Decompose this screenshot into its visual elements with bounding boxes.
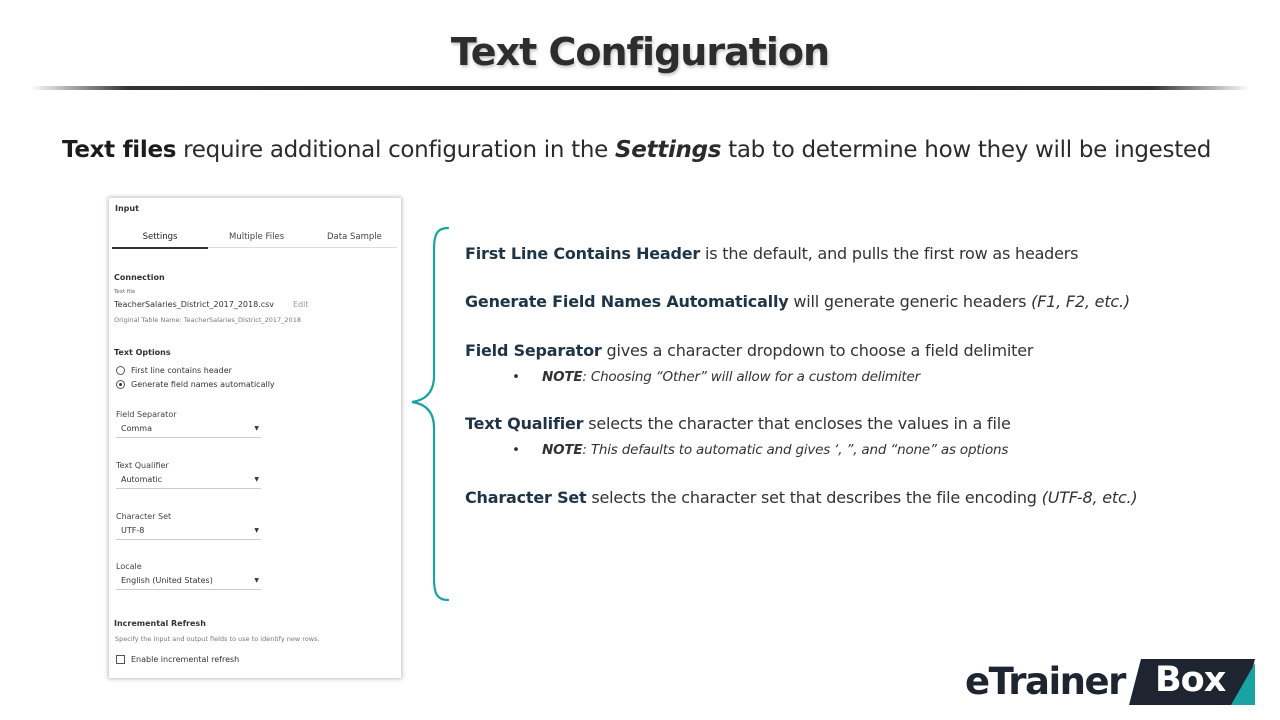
field-separator-value: Comma <box>121 424 152 433</box>
explain-header-term: First Line Contains Header <box>465 244 701 263</box>
locale-value: English (United States) <box>121 576 213 585</box>
incremental-description: Specify the input and output fields to use to identify new rows. <box>115 635 320 643</box>
explain-generate-field-names <box>465 292 1130 311</box>
locale-label: Locale <box>116 562 142 571</box>
radio-first-line-header[interactable] <box>116 366 232 375</box>
text-qualifier-label: Text Qualifier <box>116 461 169 470</box>
radio-generate-field-names[interactable] <box>116 380 275 389</box>
explain-generate-example: (F1, F2, etc.) <box>1031 292 1130 311</box>
bullet-icon: • <box>512 369 520 385</box>
field-separator-select[interactable] <box>116 424 261 438</box>
connection-heading: Connection <box>114 273 165 282</box>
logo-right-text: Box <box>1155 660 1226 700</box>
subtitle-middle: require additional configuration in the <box>176 137 615 163</box>
explain-generate-term: Generate Field Names Automatically <box>465 292 789 311</box>
title-divider <box>30 86 1250 90</box>
explain-charset-term: Character Set <box>465 488 587 507</box>
curly-brace-icon <box>408 226 452 604</box>
explain-qualifier-text: selects the character that encloses the values in a file <box>583 414 1011 433</box>
slide-subtitle <box>62 137 1262 163</box>
panel-tabs <box>112 230 397 248</box>
explain-header-text: is the default, and pulls the first row as headers <box>700 244 1079 263</box>
enable-incremental-label: Enable incremental refresh <box>131 655 240 664</box>
text-options-heading: Text Options <box>114 348 171 357</box>
incremental-refresh-heading: Incremental Refresh <box>114 619 206 628</box>
panel-title: Input <box>115 204 139 213</box>
explain-charset-text: selects the character set that describes the file encoding <box>586 488 1042 507</box>
radio-checked-icon <box>116 380 125 389</box>
note-label: NOTE <box>542 442 583 458</box>
qualifier-note-text: : This defaults to automatic and gives ‘, ”, and “none” as options <box>582 442 1009 458</box>
explain-separator-text: gives a character dropdown to choose a field delimiter <box>601 341 1034 360</box>
tab-data-sample[interactable]: Data Sample <box>327 232 382 242</box>
field-separator-label: Field Separator <box>116 410 177 419</box>
radio-unchecked-icon <box>116 366 125 375</box>
checkbox-unchecked-icon <box>116 655 125 664</box>
explain-separator-term: Field Separator <box>465 341 602 360</box>
explain-character-set <box>465 488 1137 507</box>
text-qualifier-select[interactable] <box>116 475 261 489</box>
explain-qualifier-term: Text Qualifier <box>465 414 584 433</box>
radio-first-line-label: First line contains header <box>131 366 232 375</box>
separator-note-text: : Choosing “Other” will allow for a custom delimiter <box>582 369 920 385</box>
qualifier-note <box>512 442 1008 458</box>
subtitle-tab-name: Settings <box>614 137 722 163</box>
subtitle-lead: Text files <box>62 137 177 163</box>
caret-down-icon: ▼ <box>254 476 259 483</box>
character-set-value: UTF-8 <box>121 526 145 535</box>
slide-title: Text Configuration <box>450 30 830 74</box>
text-file-label: Text file <box>114 289 136 295</box>
edit-link[interactable]: Edit <box>293 300 309 309</box>
file-name: TeacherSalaries_District_2017_2018.csv <box>114 300 275 309</box>
locale-select[interactable] <box>116 576 261 590</box>
character-set-label: Character Set <box>116 512 172 521</box>
caret-down-icon: ▼ <box>254 527 259 534</box>
logo-left-text: eTrainer <box>965 660 1125 703</box>
tab-multiple-files[interactable]: Multiple Files <box>229 232 285 242</box>
caret-down-icon: ▼ <box>254 425 259 432</box>
original-table-name: Original Table Name: TeacherSalaries_District_2017_2018 <box>114 316 301 324</box>
note-label: NOTE <box>542 369 583 385</box>
caret-down-icon: ▼ <box>254 577 259 584</box>
separator-note <box>512 369 920 385</box>
character-set-select[interactable] <box>116 526 261 540</box>
enable-incremental-checkbox[interactable] <box>116 655 239 664</box>
subtitle-end: tab to determine how they will be ingested <box>721 137 1212 163</box>
input-settings-panel <box>109 198 401 678</box>
text-qualifier-value: Automatic <box>121 475 163 484</box>
explain-field-separator <box>465 341 1033 360</box>
explain-text-qualifier <box>465 414 1011 433</box>
explain-first-line-header <box>465 244 1078 263</box>
radio-generate-label: Generate field names automatically <box>131 380 275 389</box>
explain-charset-example: (UTF-8, etc.) <box>1041 488 1138 507</box>
bullet-icon: • <box>512 442 520 458</box>
explain-generate-text: will generate generic headers <box>788 292 1032 311</box>
tab-settings[interactable]: Settings <box>112 232 208 249</box>
etrainerbox-logo <box>965 656 1260 708</box>
